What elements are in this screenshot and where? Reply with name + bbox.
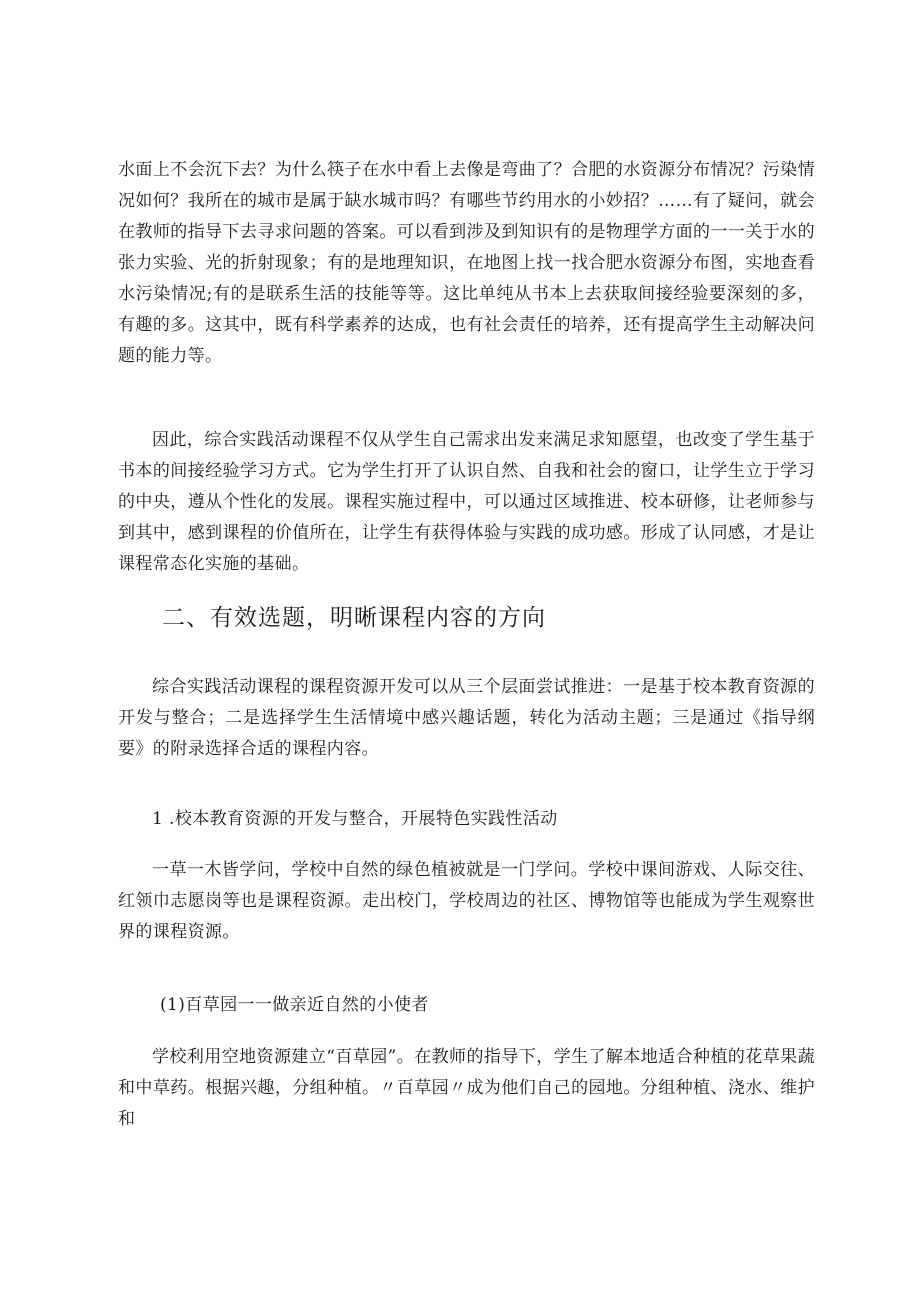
body-paragraph-2: 因此，综合实践活动课程不仅从学生自己需求出发来满足求知愿望，也改变了学生基于书本的间接经验学习方式。它为学生打开了认识自然、自我和社会的窗口，让学生立于学习的中央，遵从个性化的发展。课程实施过程中，可以通过区域推进、校本研修，让老师参与到其中，感到课程的价值所在，让学生有获得体验与实践的成功感。形成了认同感，才是让课程常态化实施的基础。 — [118, 430, 815, 574]
subheading-2: (1)百草园一一做亲近自然的小使者 — [160, 995, 429, 1015]
body-paragraph-1: 水面上不会沉下去？为什么筷子在水中看上去像是弯曲了？合肥的水资源分布情况？污染情况如何？我所在的城市是属于缺水城市吗？有哪些节约用水的小妙招？……有了疑问，就会在教师的指导下去寻求问题的答案。可以看到涉及到知识有的是物理学方面的一一关于水的张力实验、光的折射现象；有的是地理知识，在地图上找一找合肥水资源分布图，实地查看水污染情况;有的是联系生活的技能等等。这比单纯从书本上去获取间接经验要深刻的多，有趣的多。这其中，既有科学素养的达成，也有社会责任的培养，还有提高学生主动解决问题的能力等。 — [118, 160, 815, 366]
body-paragraph-5: 学校利用空地资源建立“百草园”。在教师的指导下，学生了解本地适合种植的花草果蔬和中草药。根据兴趣，分组种植。〃百草园〃成为他们自己的园地。分组种植、浇水、维护和 — [118, 1047, 815, 1129]
body-paragraph-4: 一草一木皆学问，学校中自然的绿色植被就是一门学问。学校中课间游戏、人际交往、红领巾志愿岗等也是课程资源。走出校门，学校周边的社区、博物馆等也能成为学生观察世界的课程资源。 — [118, 860, 815, 942]
subheading-1: 1 .校本教育资源的开发与整合，开展特色实践性活动 — [152, 809, 558, 829]
section-heading: 二、有效选题，明晰课程内容的方向 — [162, 605, 546, 631]
body-paragraph-3: 综合实践活动课程的课程资源开发可以从三个层面尝试推进：一是基于校本教育资源的开发与整合；二是选择学生生活情境中感兴趣话题，转化为活动主题；三是通过《指导纲要》的附录选择合适的课程内容。 — [118, 677, 815, 759]
